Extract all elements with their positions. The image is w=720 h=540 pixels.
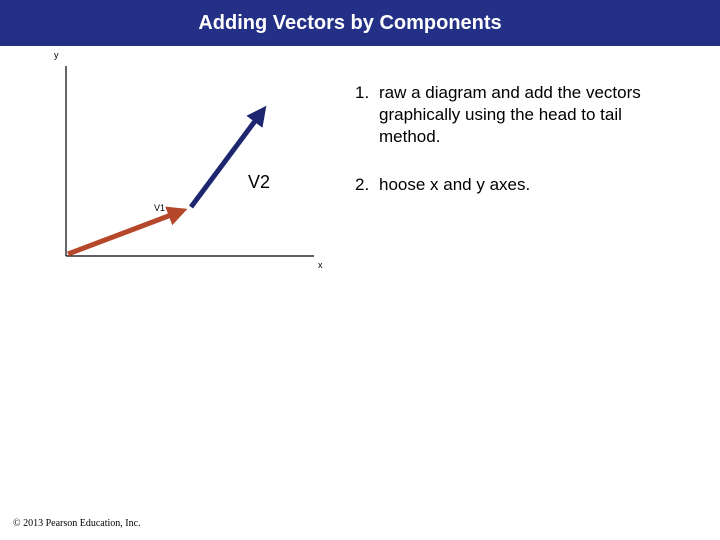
vector-1-label: V1: [154, 203, 166, 213]
x-axis-label: x: [318, 260, 323, 270]
step-item: [355, 174, 685, 196]
step-text: hoose x and y axes.: [379, 175, 531, 194]
copyright-footer: © 2013 Pearson Education, Inc.: [13, 518, 141, 529]
step-text: raw a diagram and add the vectors graphically using the head to tail method.: [379, 83, 641, 146]
step-item: [355, 82, 685, 148]
vector-1-arrow: [68, 212, 179, 254]
y-axis-label: y: [54, 50, 59, 60]
step-number: 2.: [355, 175, 370, 194]
slide-title: Adding Vectors by Components: [198, 12, 502, 34]
vector-2-label: V2: [248, 172, 271, 192]
step-number: 1.: [355, 83, 370, 102]
